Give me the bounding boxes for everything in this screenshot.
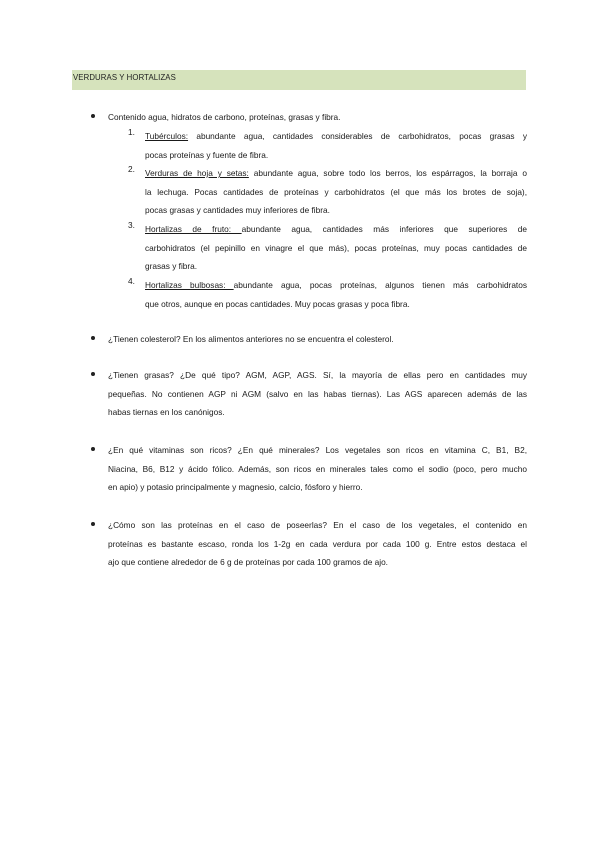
list-item-line: pocas proteínas y fuente de fibra. [145,149,269,160]
list-item-line: que otros, aunque en pocas cantidades. Muy pocas grasas y poca fibra. [145,298,410,309]
bullet-icon [91,336,95,340]
bullet-icon [91,114,95,118]
paragraph-line: proteínas es bastante escaso, ronda los 1-2g en cada verdura por cada 100 g. Entre estos destaca el [108,538,527,549]
list-item-line: grasas y fibra. [145,261,198,271]
list-item-first-line: Hortalizas de fruto: abundante agua, cantidades más inferiores que superiores de [145,224,528,234]
list-item-term: Hortalizas de fruto: [145,224,242,234]
paragraph-line: ¿Cómo son las proteínas en el caso de poseerlas? En el caso de los vegetales, el contenido en [108,520,527,530]
paragraph-line: habas tiernas en los canónigos. [108,407,225,417]
paragraph-line: Niacina, B6, B12 y ácido fólico. Además, son ricos en minerales tales como el sodio (poco, pero mucho [108,463,527,474]
list-number: 4. [128,276,135,286]
list-number: 3. [128,220,135,230]
bullet-icon [91,447,95,451]
bullet-icon [91,522,95,526]
list-item-line: carbohidratos (el pepinillo en vinagre el que más), pocas proteínas, muy pocas cantidades de [145,242,527,253]
intro-text: Contenido agua, hidratos de carbono, proteínas, grasas y fibra. [108,112,341,122]
list-item-line: pocas grasas y cantidades muy inferiores de fibra. [145,205,330,215]
paragraph-line: en apio) y potasio principalmente y magnesio, calcio, fósforo y hierro. [108,482,363,492]
list-item-line: la lechuga. Pocas cantidades de proteínas y carbohidratos (el que más los brotes de soja), [145,186,527,197]
question-text: ¿Tienen colesterol? En los alimentos anteriores no se encuentra el colesterol. [108,334,394,344]
section-title: VERDURAS Y HORTALIZAS [73,73,176,82]
list-number: 1. [128,127,135,137]
list-item-term: Verduras de hoja y setas: [145,168,249,178]
list-item-first-line: Tubérculos: abundante agua, cantidades considerables de carbohidratos, pocas grasas y [145,131,527,141]
list-number: 2. [128,164,135,174]
list-item-first-line: Verduras de hoja y setas: abundante agua, sobre todo los berros, los espárragos, la borraja o [145,168,527,178]
paragraph-line: ¿Tienen grasas? ¿De qué tipo? AGM, AGP, AGS. Sí, la mayoría de ellas pero en cantidades muy [108,370,527,380]
bullet-icon [91,372,95,376]
list-item-term: Tubérculos: [145,131,189,141]
list-item-term: Hortalizas bulbosas: [145,280,234,290]
paragraph-line: pequeñas. No contienen AGP ni AGM (salvo en las habas tiernas). Las AGS aparecen además de las [108,388,527,399]
list-item-first-line: Hortalizas bulbosas: abundante agua, pocas proteínas, algunos tienen más carbohidratos [145,280,527,290]
paragraph-line: ajo que contiene alrededor de 6 g de proteínas por cada 100 gramos de ajo. [108,557,388,567]
paragraph-line: ¿En qué vitaminas son ricos? ¿En qué minerales? Los vegetales son ricos en vitamina C, B1, B2, [108,445,527,455]
